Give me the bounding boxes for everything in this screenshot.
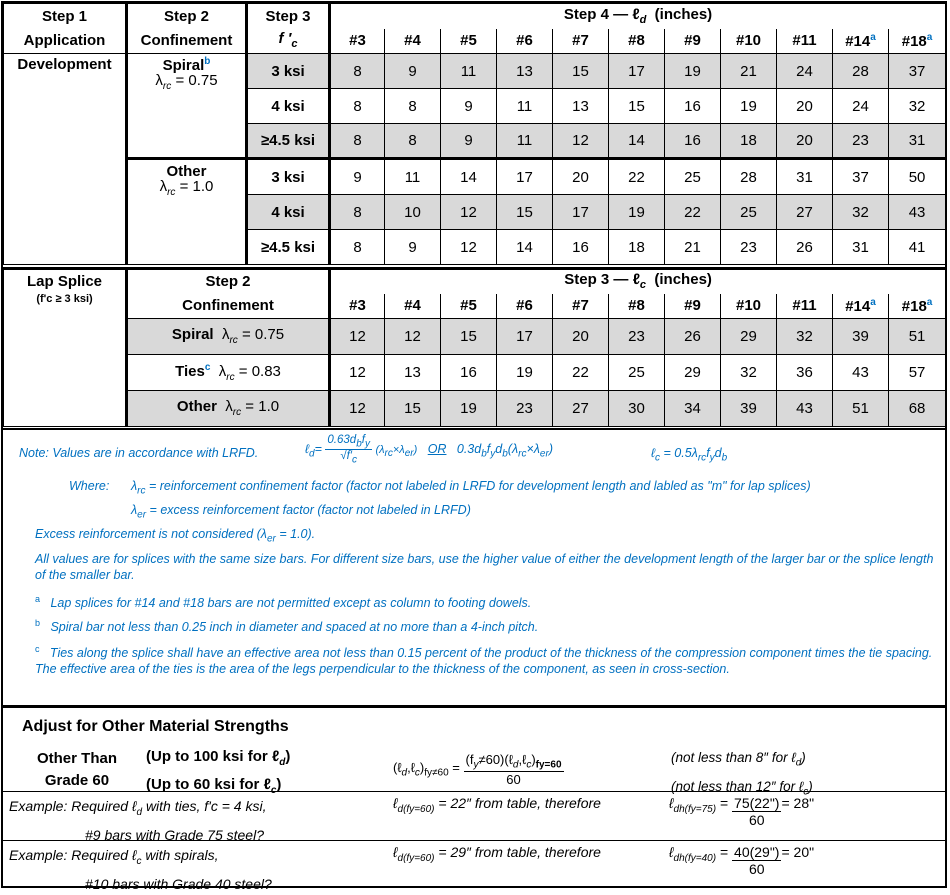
development-length-value: 17 (609, 54, 665, 89)
development-length-value: 9 (441, 124, 497, 159)
lap-splice-value: 20 (553, 319, 609, 355)
lap-splice-label: Lap Splice (f'c ≥ 3 ksi) (4, 269, 127, 427)
lap-splice-value: 43 (777, 391, 833, 427)
development-length-value: 16 (553, 230, 609, 265)
development-length-value: 24 (833, 89, 889, 124)
lambda-rc-definition: $\lambda_{rc}$ = reinforcement confinement factor (factor not labeled in LRFD for development length and labled as "m" for lap splices) (131, 479, 811, 497)
development-length-value: 11 (385, 159, 441, 195)
development-length-value: 12 (441, 195, 497, 230)
bar-header: #14$^a$ (833, 294, 889, 319)
fc-value: ≥4.5 ksi (247, 124, 330, 159)
development-length-value: 13 (553, 89, 609, 124)
lap-splice-table (3, 267, 946, 427)
strength-limits: (Up to 100 ksi for ℓ$_d$) (Up to 60 ksi for ℓ$_c$) (146, 748, 291, 796)
bar-header: #5 (441, 294, 497, 319)
bar-header: #11 (777, 294, 833, 319)
development-length-value: 22 (609, 159, 665, 195)
development-length-value: 21 (665, 230, 721, 265)
development-length-value: 8 (330, 89, 385, 124)
development-length-value: 10 (385, 195, 441, 230)
minimum-length-notes: (not less than 8″ for ℓ$_d$) (not less than 12″ for ℓ$_c$) (671, 750, 813, 798)
development-length-value: 26 (777, 230, 833, 265)
lap-splice-value: 15 (385, 391, 441, 427)
lap-confinement-header: Confinement (127, 294, 330, 319)
development-length-value: 16 (665, 124, 721, 159)
development-length-value: 32 (889, 89, 946, 124)
example-2-question: Example: Required ℓ$_c$ with spirals, #10 bars with Grade 40 steel? (9, 847, 272, 892)
bar-header: #4 (385, 29, 441, 54)
development-label: Development (4, 54, 127, 265)
lap-splice-value: 17 (497, 319, 553, 355)
footnote-a: $^a$ Lap splices for #14 and #18 bars are not permitted except as column to footing dowels. (35, 594, 532, 611)
development-length-value: 11 (441, 54, 497, 89)
lap-confinement-row-label: Other $\lambda_{rc} = 1.0$ (127, 391, 330, 427)
example-1-result: ℓ$_{dh(fy=75)}$ = $\frac{75(22")}{60}$ = 28" (669, 795, 815, 828)
development-length-value: 20 (777, 89, 833, 124)
development-length-value: 15 (497, 195, 553, 230)
step4-header: Step 4 — ℓ$_d$ (inches) (330, 4, 946, 29)
fc-value: 4 ksi (247, 89, 330, 124)
lap-splice-value: 13 (385, 355, 441, 391)
development-length-value: 8 (385, 89, 441, 124)
bar-header: #10 (721, 29, 777, 54)
lap-splice-value: 19 (441, 391, 497, 427)
application-header: Application (4, 29, 127, 54)
bar-header: #14$^a$ (833, 29, 889, 54)
lap-splice-value: 25 (609, 355, 665, 391)
bar-header: #7 (553, 29, 609, 54)
development-length-value: 37 (833, 159, 889, 195)
lap-splice-value: 15 (441, 319, 497, 355)
development-length-value: 31 (777, 159, 833, 195)
lap-splice-value: 51 (833, 391, 889, 427)
development-length-value: 50 (889, 159, 946, 195)
development-length-value: 23 (721, 230, 777, 265)
bar-header: #9 (665, 294, 721, 319)
lap-splice-value: 23 (497, 391, 553, 427)
development-length-value: 16 (665, 89, 721, 124)
bar-header: #11 (777, 29, 833, 54)
fc-value: ≥4.5 ksi (247, 230, 330, 265)
fc-value: 3 ksi (247, 54, 330, 89)
step1-header: Step 1 (4, 4, 127, 29)
lap-splice-value: 36 (777, 355, 833, 391)
lap-splice-value: 29 (721, 319, 777, 355)
development-length-value: 19 (665, 54, 721, 89)
lap-splice-value: 32 (721, 355, 777, 391)
example-1-table-value: ℓ$_{d(fy=60)}$ = 22″ from table, therefore (393, 795, 601, 815)
lap-step2-header: Step 2 (127, 269, 330, 294)
bar-header: #5 (441, 29, 497, 54)
fc-value: 4 ksi (247, 195, 330, 230)
development-length-value: 8 (330, 195, 385, 230)
adjust-section (3, 708, 945, 890)
development-length-value: 8 (330, 230, 385, 265)
note-intro: Note: Values are in accordance with LRFD. (19, 446, 259, 460)
bar-header: #7 (553, 294, 609, 319)
footnote-c: $^c$ Ties along the splice shall have an effective area not less than 0.15 percent of the product of the thickness of the compression component times the tie spacing. The effective area of the ties is the area of the legs perpendicular to the thickness of the component, as seen in cross-section. (35, 644, 933, 677)
development-length-value: 18 (609, 230, 665, 265)
example-2-result: ℓ$_{dh(fy=40)}$ = $\frac{40(29")}{60}$ = 20" (669, 844, 815, 877)
where-label: Where: (69, 479, 110, 493)
eq-lap-length: ℓ$_c$ = $0.5\lambda_{rc}f_yd_b$ (651, 446, 728, 464)
step2-header: Step 2 (127, 4, 247, 29)
confinement-header: Confinement (127, 29, 247, 54)
lap-splice-value: 12 (330, 391, 385, 427)
bar-header: #4 (385, 294, 441, 319)
development-length-value: 9 (385, 54, 441, 89)
development-length-value: 8 (330, 124, 385, 159)
development-length-value: 11 (497, 89, 553, 124)
lap-step3-header: Step 3 — ℓ$_c$ (inches) (330, 269, 946, 294)
development-length-value: 41 (889, 230, 946, 265)
development-length-value: 31 (833, 230, 889, 265)
step3-header: Step 3 (247, 4, 330, 29)
bar-header: #18$^a$ (889, 294, 946, 319)
development-length-value: 8 (385, 124, 441, 159)
bar-header: #10 (721, 294, 777, 319)
development-length-value: 17 (497, 159, 553, 195)
development-length-value: 13 (497, 54, 553, 89)
development-length-value: 28 (721, 159, 777, 195)
other-confinement: Other $\lambda_{rc} = 1.0$ (127, 159, 247, 265)
development-length-value: 19 (721, 89, 777, 124)
spiral-confinement: Spiral$^b$ $\lambda_{rc} = 0.75$ (127, 54, 247, 159)
development-length-value: 9 (441, 89, 497, 124)
development-length-value: 14 (497, 230, 553, 265)
development-length-value: 8 (330, 54, 385, 89)
development-length-value: 12 (553, 124, 609, 159)
development-length-value: 28 (833, 54, 889, 89)
lap-splice-value: 16 (441, 355, 497, 391)
lap-splice-value: 34 (665, 391, 721, 427)
eq-development-length: ℓ$_d$= $\frac{\text{0.63dbfy}}{√f'c}$ (λrc×λer) OR $0.3d_bf_yd_b(\lambda_{rc}\times\lambda_{er})$ (305, 434, 553, 466)
lap-splice-value: 23 (609, 319, 665, 355)
development-length-table (3, 3, 946, 265)
splice-length-sheet (1, 1, 947, 892)
development-length-value: 18 (721, 124, 777, 159)
development-length-value: 17 (553, 195, 609, 230)
lap-splice-value: 22 (553, 355, 609, 391)
bar-header: #9 (665, 29, 721, 54)
lap-splice-value: 12 (330, 355, 385, 391)
development-length-value: 23 (833, 124, 889, 159)
development-length-value: 12 (441, 230, 497, 265)
development-length-value: 15 (609, 89, 665, 124)
bar-header: #3 (330, 294, 385, 319)
lap-splice-value: 39 (833, 319, 889, 355)
development-length-value: 14 (441, 159, 497, 195)
development-length-value: 11 (497, 124, 553, 159)
development-length-value: 43 (889, 195, 946, 230)
same-size-note: All values are for splices with the same size bars. For different size bars, use the higher value of either the development length of the larger bar or the splice length of the smaller bar. (35, 552, 934, 582)
development-length-value: 22 (665, 195, 721, 230)
development-length-value: 9 (385, 230, 441, 265)
lap-splice-value: 43 (833, 355, 889, 391)
development-length-value: 15 (553, 54, 609, 89)
lap-confinement-row-label: Ties$^c$ $\lambda_{rc} = 0.83$ (127, 355, 330, 391)
development-length-value: 9 (330, 159, 385, 195)
bar-header: #3 (330, 29, 385, 54)
fc-header: f $'_c$ (247, 29, 330, 54)
development-length-value: 24 (777, 54, 833, 89)
development-length-value: 25 (665, 159, 721, 195)
lap-splice-value: 29 (665, 355, 721, 391)
notes-section (3, 428, 945, 708)
lap-splice-value: 57 (889, 355, 946, 391)
development-length-value: 37 (889, 54, 946, 89)
lap-splice-value: 51 (889, 319, 946, 355)
development-length-value: 32 (833, 195, 889, 230)
example-2-table-value: ℓ$_{d(fy=60)}$ = 29″ from table, therefore (393, 844, 601, 864)
example-1-question: Example: Required ℓ$_d$ with ties, f'c = 4 ksi, #9 bars with Grade 75 steel? (9, 798, 267, 843)
lap-splice-value: 32 (777, 319, 833, 355)
bar-header: #18$^a$ (889, 29, 946, 54)
excess-note: Excess reinforcement is not considered $(\lambda_{er} = 1.0)$. (35, 527, 316, 545)
lap-splice-value: 39 (721, 391, 777, 427)
lap-splice-value: 27 (553, 391, 609, 427)
development-length-value: 27 (777, 195, 833, 230)
lap-splice-value: 68 (889, 391, 946, 427)
adjust-title: Adjust for Other Material Strengths (22, 718, 289, 735)
lap-splice-value: 26 (665, 319, 721, 355)
development-length-value: 19 (609, 195, 665, 230)
development-length-value: 25 (721, 195, 777, 230)
lambda-er-definition: $\lambda_{er}$ = excess reinforcement factor (factor not labeled in LRFD) (131, 503, 471, 521)
lap-splice-value: 30 (609, 391, 665, 427)
footnote-b: $^b$ Spiral bar not less than 0.25 inch in diameter and spaced at no more than a 4-inch pitch. (35, 618, 539, 635)
bar-header: #8 (609, 29, 665, 54)
bar-header: #8 (609, 294, 665, 319)
fc-value: 3 ksi (247, 159, 330, 195)
development-length-value: 14 (609, 124, 665, 159)
lap-confinement-row-label: Spiral $\lambda_{rc} = 0.75$ (127, 319, 330, 355)
development-length-value: 31 (889, 124, 946, 159)
bar-header: #6 (497, 29, 553, 54)
lap-splice-value: 12 (330, 319, 385, 355)
development-length-value: 21 (721, 54, 777, 89)
lap-splice-value: 19 (497, 355, 553, 391)
other-than-grade60: Other Than Grade 60 (36, 750, 117, 789)
bar-header: #6 (497, 294, 553, 319)
development-length-value: 20 (777, 124, 833, 159)
adjust-equation: $(\ell_d,\ell_c)_{fy\ne 60}$ = $\frac{(f_y\ne 60)(\ell_d,\ell_c)_{fy=60}}{60}$ (393, 752, 562, 787)
development-length-value: 20 (553, 159, 609, 195)
lap-splice-value: 12 (385, 319, 441, 355)
